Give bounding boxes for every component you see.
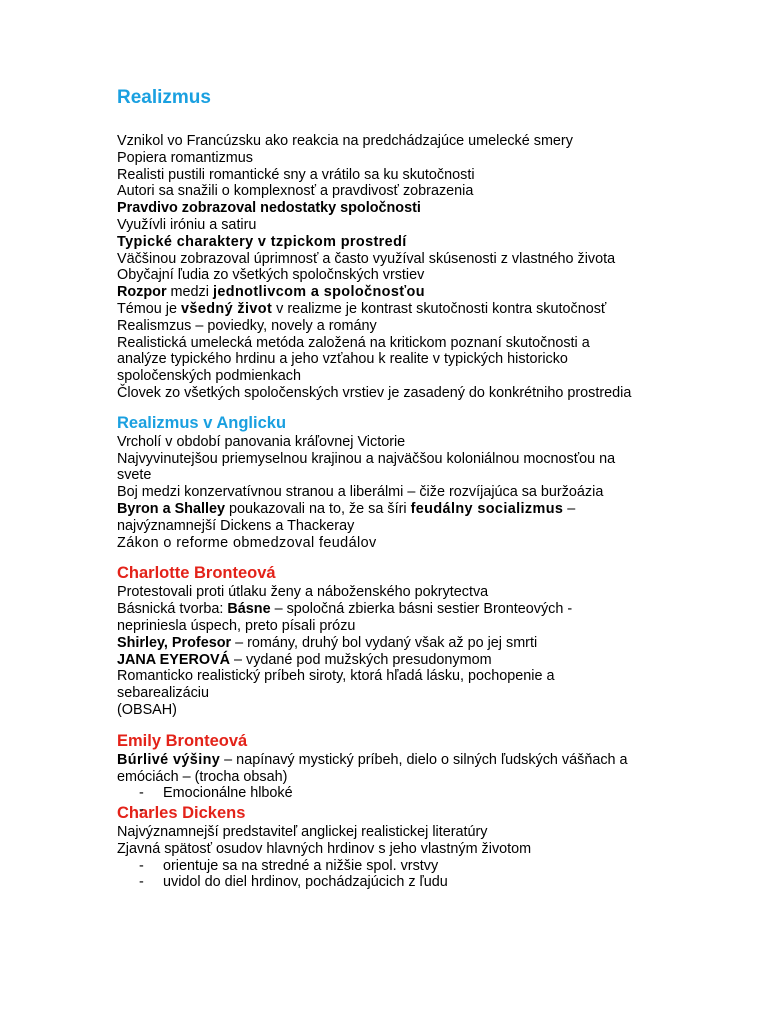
text-line bbox=[117, 284, 657, 301]
text-line: Vznikol vo Francúzsku ako reakcia na predchádzajúce umelecké smery bbox=[117, 133, 573, 149]
heading-charlotte-bronteova: Charlotte Bronteová bbox=[117, 564, 276, 583]
text-span: – romány, druhý bol vydaný však až po jej smrti bbox=[231, 634, 538, 651]
text-line: Zákon o reforme obmedzoval feudálov bbox=[117, 534, 377, 551]
dickens-list bbox=[117, 858, 657, 892]
text-span: Básne bbox=[227, 601, 271, 618]
text-span: – vydané pod mužských presudonymom bbox=[230, 651, 492, 668]
text-span: – spoločná zbierka básni sestier Bronteových - nepriniesla úspech, preto písali prózu bbox=[117, 601, 573, 634]
list-item: - uvidol do diel hrdinov, pochádzajúcich z ľudu bbox=[139, 874, 657, 891]
spacer bbox=[117, 551, 657, 562]
text-line: Pravdivo zobrazoval nedostatky spoločnosti bbox=[117, 200, 421, 217]
text-span: Búrlivé výšiny bbox=[117, 751, 221, 768]
text-span: – bbox=[563, 500, 576, 517]
text-line: Najvýznamnejší predstaviteľ anglickej realistickej literatúry bbox=[117, 824, 488, 841]
text-line: Väčšinou zobrazoval úprimnosť a často využíval skúsenosti z vlastného života bbox=[117, 250, 616, 267]
text-paragraph: Romanticko realistický príbeh siroty, ktorá hľadá lásku, pochopenie a sebarealizáciu bbox=[117, 668, 555, 702]
text-line: Vrcholí v období panovania kráľovnej Victorie bbox=[117, 433, 406, 450]
text-paragraph bbox=[117, 601, 637, 635]
text-span: – napínavý mystický príbeh, dielo o silných ľudských vášňach a emóciách – (trocha obsah) bbox=[117, 751, 628, 785]
text-line: Zjavná spätosť osudov hlavných hrdinov s jeho vlastným životom bbox=[117, 840, 532, 857]
heading-charles-dickens: Charles Dickens bbox=[117, 804, 246, 823]
text-line: Využívli iróniu a satiru bbox=[117, 216, 257, 233]
document-content bbox=[117, 86, 657, 891]
list-item: - Emocionálne hlboké bbox=[139, 785, 657, 802]
text-paragraph: Realistická umelecká metóda založená na kritickom poznaní skutočnosti a analýze typického hrdinu a jeho vzťahou k realite v typických historicko spoločenských podmienkach bbox=[117, 334, 590, 385]
text-paragraph: Človek zo všetkých spoločenských vrstiev je zasadený do konkrétniho prostredia bbox=[117, 384, 632, 401]
text-line bbox=[117, 652, 657, 669]
text-paragraph bbox=[117, 752, 637, 786]
text-line bbox=[117, 501, 657, 518]
text-span: Básnická tvorba: bbox=[117, 601, 228, 618]
spacer bbox=[117, 402, 657, 412]
text-span: v realizme je kontrast skutočnosti kontra skutočnosť bbox=[272, 300, 607, 317]
text-line: najvýznamnejší Dickens a Thackeray bbox=[117, 517, 355, 534]
text-span: všedný život bbox=[181, 300, 273, 317]
text-span: Byron a Shalley bbox=[117, 500, 225, 517]
text-line: Obyčajní ľudia zo všetkých spoločnských vrstiev bbox=[117, 267, 425, 284]
text-span: medzi bbox=[166, 284, 213, 301]
text-span: poukazovali na to, že sa šíri bbox=[224, 500, 411, 517]
heading-realizmus: Realizmus bbox=[117, 87, 211, 108]
spacer bbox=[117, 719, 657, 730]
list-item: - orientuje sa na stredné a nižšie spol. vrstvy bbox=[139, 858, 657, 875]
text-line: (OBSAH) bbox=[117, 701, 177, 718]
emily-list bbox=[117, 785, 657, 802]
text-line: Protestovali proti útlaku ženy a náboženského pokrytectva bbox=[117, 584, 489, 601]
heading-realizmus-v-anglicku: Realizmus v Anglicku bbox=[117, 413, 287, 432]
text-line bbox=[117, 301, 657, 318]
text-line: Realismzus – poviedky, novely a romány bbox=[117, 317, 377, 334]
text-span: Rozpor bbox=[117, 284, 167, 301]
text-span: Témou je bbox=[117, 300, 181, 317]
text-line: Popiera romantizmus bbox=[117, 149, 253, 166]
text-span: JANA EYEROVÁ bbox=[117, 651, 231, 668]
heading-emily-bronteova: Emily Bronteová bbox=[117, 731, 248, 750]
text-span: Shirley, Profesor bbox=[117, 634, 232, 651]
text-line: Boj medzi konzervatívnou stranou a liberálmi – čiže rozvíjajúca sa buržoázia bbox=[117, 484, 604, 501]
text-paragraph: Najvyvinutejšou priemyselnou krajinou a najväčšou koloniálnou mocnosťou na svete bbox=[117, 450, 616, 484]
text-span: jednotlivcom a spoločnosťou bbox=[212, 284, 425, 301]
text-span: feudálny socializmus bbox=[410, 500, 564, 517]
text-line: Realisti pustili romantické sny a vrátilo sa ku skutočnosti bbox=[117, 166, 475, 183]
text-line bbox=[117, 635, 657, 652]
text-line: Autori sa snažili o komplexnosť a pravdivosť zobrazenia bbox=[117, 183, 474, 200]
text-line: Typické charaktery v tzpickom prostredí bbox=[117, 233, 407, 250]
